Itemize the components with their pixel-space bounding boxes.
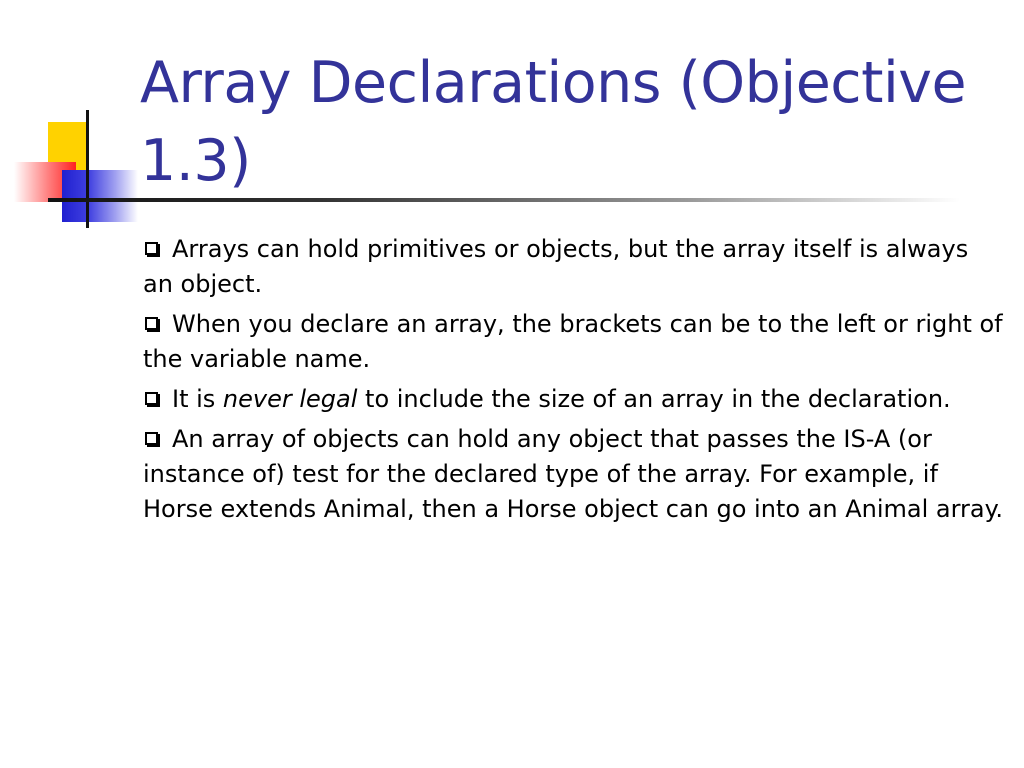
square-bullet-icon [145,392,158,405]
bullet-item [143,382,1003,417]
bullet-text: Arrays can hold primitives or objects, but the array itself is always an object. [143,235,969,298]
square-bullet-icon [145,317,158,330]
blue-square [62,170,138,222]
bullet-text-before: It is [172,385,223,413]
square-bullet-icon [145,242,158,255]
bullet-item [143,232,1003,302]
vertical-rule [86,110,89,228]
decorative-squares-logo [0,0,140,240]
bullet-text-after: to include the size of an array in the declaration. [357,385,951,413]
slide-title: Array Declarations (Objective 1.3) [140,50,967,194]
bullet-emphasis: never legal [222,385,358,413]
square-bullet-icon [145,432,158,445]
bullet-text: An array of objects can hold any object that passes the IS-A (or instance of) test for the declared type of the array. For example, if Horse extends Animal, then a Horse object can go into an Animal array. [143,425,1004,523]
bullet-list [143,232,1003,532]
bullet-text: When you declare an array, the brackets can be to the left or right of the variable name. [143,310,1003,373]
bullet-item [143,422,1003,527]
bullet-item [143,307,1003,377]
